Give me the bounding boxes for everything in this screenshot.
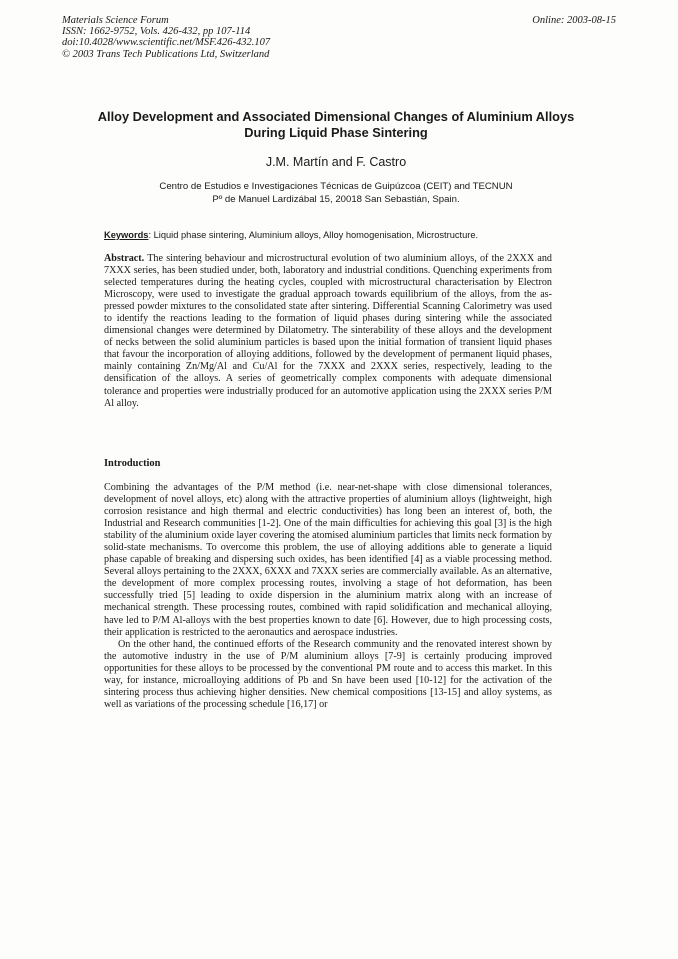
introduction-paragraph-1: Combining the advantages of the P/M method (i.e. near-net-shape with close dimensional tolerances, development of novel alloys, etc) along with the attractive properties of aluminium alloys (lightweight, high corrosion resistance and high thermal and electric conductivities) has long been an interest of, both, the Industrial and Research communities [1-2]. One of the main difficulties for achieving this goal [3] is the high stability of the aluminium oxide layer covering the atomised aluminium particles that limits neck formation by solid-state mechanisms. To overcome this problem, the use of alloying additions able to generate a liquid phase capable of breaking and dispersing such oxides, has been identified [4] as a viable processing method. Several alloys pertaining to the 2XXX, 6XXX and 7XXX series are commercially available. As an alternative, the development of more complex processing routes, involving a stage of hot deformation, has been successfully tried [5] leading to oxide dispersion in the aluminium matrix along with an increase of mechanical strength. These processing routes, combined with rapid solidification and mechanical alloying, have led to P/M Al-alloys with the best properties known to date [6]. However, due to high processing costs, their application is restricted to the aeronautics and aerospace industries. xyxy=(104,482,552,638)
introduction-heading: Introduction xyxy=(104,458,161,469)
authors: J.M. Martín and F. Castro xyxy=(265,155,407,169)
introduction-paragraph-2: On the other hand, the continued efforts of the Research community and the renovated interest shown by the automotive industry in the use of P/M aluminium alloys [7-9] is certainly producing improved opportunities for these alloys to be processed by the conventional PM route and to access this market. In this way, for instance, microalloying additions of Pb and Sn have been used [10-12] for the activation of the sintering process thus achieving higher densities. New chemical compositions [13-15] and alloy systems, as well as variations of the processing schedule [16,17] or xyxy=(104,638,552,710)
keywords-label: Keywords xyxy=(104,230,149,240)
abstract-text: The sintering behaviour and microstructural evolution of two aluminium alloys, of the 2XXX and 7XXX series, has been studied under, both, laboratory and industrial conditions. Quenching experiments from selected temperatures during the heating cycles, coupled with microstructural characterisation by Electron Microscopy, were used to investigate the gradual approach towards equilibrium of the alloys, from the as-pressed powder mixtures to the consolidated state after sintering. Differential Scanning Calorimetry was used to identify the reactions leading to the formation of liquid phases during sintering while the associated dimensional changes were determined by Dilatometry. The sinterability of these alloys and the development of necks between the solid aluminium particles is based upon the initial formation of transient liquid phases that favour the incorporation of alloying additions, followed by the development of permanent liquid phases, mainly containing Zn/Mg/Al and Cu/Al for the 7XXX and 2XXX series, respectively, leading to the densification of the alloys. A series of geometrically complex components with adequate dimensional tolerance and properties were industrially produced for an automotive application using the 2XXX series P/M Al alloy. xyxy=(104,253,552,409)
affiliation-line-1: Centro de Estudios e Investigaciones Técnicas de Guipúzcoa (CEIT) and TECNUN xyxy=(159,181,513,192)
online-date: Online: 2003-08-15 xyxy=(532,15,616,26)
journal-doi: doi:10.4028/www.scientific.net/MSF.426-432.107 xyxy=(62,37,271,49)
affiliation-line-2: Pº de Manuel Lardizábal 15, 20018 San Sebastián, Spain. xyxy=(212,193,460,205)
abstract-label: Abstract. xyxy=(104,253,145,264)
journal-info xyxy=(62,15,270,60)
introduction-body xyxy=(104,482,552,711)
keywords-text: : Liquid phase sintering, Aluminium alloys, Alloy homogenisation, Microstructure. xyxy=(148,230,479,240)
journal-copyright: © 2003 Trans Tech Publications Ltd, Switzerland xyxy=(62,48,270,60)
journal-name: Materials Science Forum xyxy=(62,15,169,26)
journal-issn: ISSN: 1662-9752, Vols. 426-432, pp 107-114 xyxy=(62,26,251,38)
affiliation xyxy=(80,181,592,207)
keywords xyxy=(104,230,564,240)
paper-title: Alloy Development and Associated Dimensional Changes of Aluminium Alloys During Liquid Phase Sintering xyxy=(97,109,575,140)
abstract xyxy=(104,253,552,410)
